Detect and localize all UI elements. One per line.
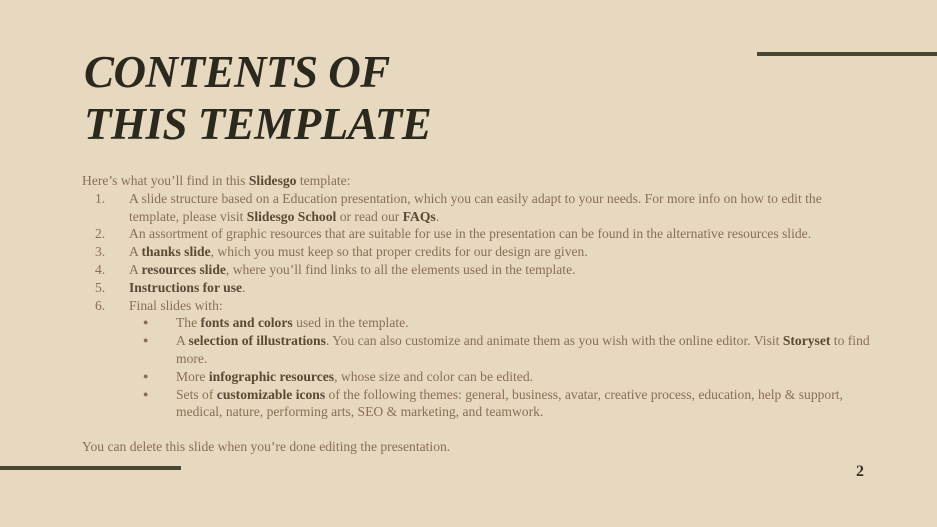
item-number: 1. — [95, 190, 106, 206]
item-bold: thanks slide — [141, 244, 211, 260]
item-bold: infographic resources — [205, 368, 335, 384]
item-bold: fonts and colors — [197, 315, 293, 331]
item-text: , whose size and color can be edited. — [334, 368, 534, 384]
intro-text — [82, 172, 872, 190]
intro-prefix: Here’s what you’ll find in this — [82, 173, 249, 188]
faqs-link: FAQs — [402, 208, 436, 224]
item-number: 3. — [95, 244, 106, 260]
intro-suffix: template: — [296, 173, 351, 188]
title-line-1: CONTENTS OF — [84, 47, 390, 97]
item-text: . — [435, 208, 440, 224]
sublist-item — [129, 368, 872, 386]
list-item — [82, 261, 872, 279]
item-text: The — [176, 315, 198, 331]
outro-text: You can delete this slide when you’re done editing the presentation. — [82, 439, 451, 454]
item-text: An assortment of graphic resources that are suitable for use in the presentation can be found in the alternative resources slide. — [129, 226, 812, 242]
list-item — [82, 279, 872, 297]
bullet-icon: ● — [143, 335, 149, 346]
list-item — [82, 297, 872, 422]
item-bold: Instructions for use — [129, 279, 243, 295]
item-text: to find more. — [176, 333, 870, 366]
item-text: used in the template. — [292, 315, 409, 331]
bullet-icon: ● — [143, 370, 149, 381]
storyset-link: Storyset — [782, 333, 831, 349]
intro-bold: Slidesgo — [248, 173, 297, 188]
item-text: . You can also customize and animate them as you wish with the online editor. Visit — [325, 333, 783, 349]
item-text: A — [176, 333, 189, 349]
item-text: Sets of — [176, 386, 217, 402]
item-bold: customizable icons — [216, 386, 326, 402]
title-line-2: THIS TEMPLATE — [84, 99, 432, 149]
slidesgo-school-link: Slidesgo School — [246, 208, 337, 224]
sublist-item — [129, 314, 872, 332]
item-number: 6. — [95, 297, 106, 313]
item-text: A — [129, 261, 142, 277]
final-slides-sublist — [129, 314, 872, 421]
item-text: A slide structure based on a Education presentation, which you can easily adapt to your needs. For more info on how to edit the template, please visit — [129, 190, 822, 224]
item-text: More — [176, 368, 206, 384]
item-text: A — [129, 244, 142, 260]
list-item — [82, 243, 872, 261]
contents-list — [82, 190, 872, 421]
slide-title — [84, 46, 431, 150]
sublist-item — [129, 332, 872, 368]
contents-body — [82, 172, 872, 421]
item-bold: selection of illustrations — [188, 333, 326, 349]
sublist-item — [129, 386, 872, 422]
list-item — [82, 190, 872, 226]
item-number: 4. — [95, 261, 106, 277]
decorative-line-bottom — [0, 466, 181, 470]
item-text: of the following themes: general, business, avatar, creative process, education, help & support, medical, nature, performing arts, SEO & marketing, and teamwork. — [176, 386, 843, 420]
bullet-icon: ● — [143, 388, 149, 399]
item-bold: resources slide — [141, 261, 226, 277]
item-text: , where you’ll find links to all the elements used in the template. — [225, 261, 576, 277]
item-number: 5. — [95, 279, 106, 295]
bullet-icon: ● — [143, 317, 149, 328]
list-item — [82, 225, 872, 243]
decorative-line-top — [757, 52, 937, 56]
item-text: , which you must keep so that proper credits for our design are given. — [210, 244, 588, 260]
item-text: . — [242, 279, 246, 295]
item-text: Final slides with: — [129, 297, 223, 313]
item-number: 2. — [95, 226, 106, 242]
page-number: 2 — [856, 463, 864, 480]
item-text: or read our — [336, 208, 403, 224]
